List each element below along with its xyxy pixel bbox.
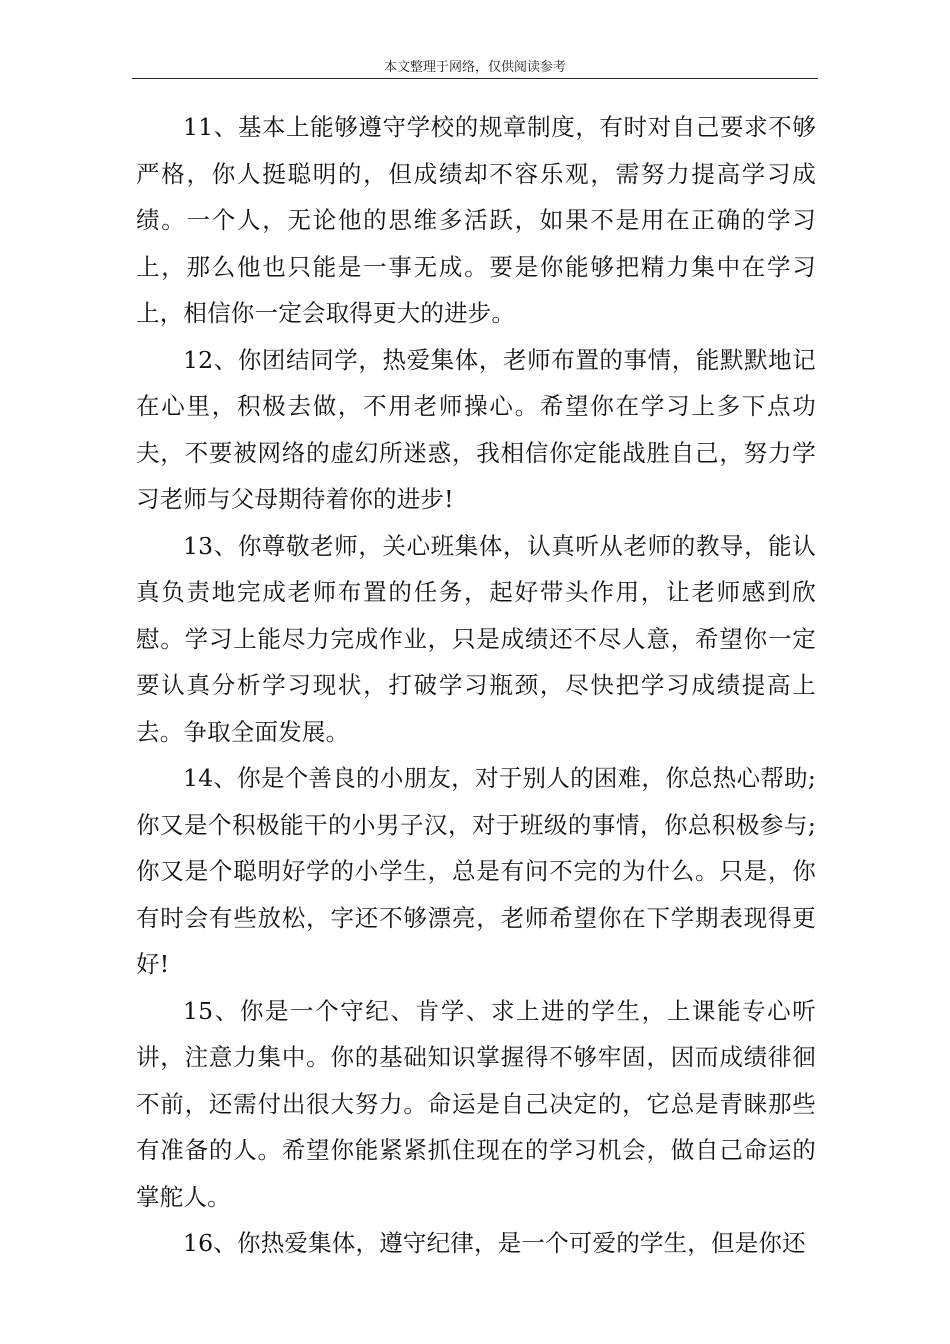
paragraph-14: 14、你是个善良的小朋友，对于别人的困难，你总热心帮助;你又是个积极能干的小男子汉，对于班级的事情，你总积极参与;你又是个聪明好学的小学生，总是有问不完的为什么。只是，你有时会有些放松，字还不够漂亮，老师希望你在下学期表现得更好!	[136, 764, 816, 978]
document-body	[136, 104, 816, 1267]
page-header: 本文整理于网络，仅供阅读参考	[383, 60, 566, 75]
paragraph-13: 13、你尊敬老师，关心班集体，认真听从老师的教导，能认真负责地完成老师布置的任务，起好带头作用，让老师感到欣慰。学习上能尽力完成作业，只是成绩还不尽人意，希望你一定要认真分析学习现状，打破学习瓶颈，尽快把学习成绩提高上去。争取全面发展。	[136, 531, 816, 746]
paragraph-12: 12、你团结同学，热爱集体，老师布置的事情，能默默地记在心里，积极去做，不用老师操心。希望你在学习上多下点功夫，不要被网络的虚幻所迷惑，我相信你定能战胜自己，努力学习老师与父母期待着你的进步!	[136, 345, 816, 513]
paragraph-15: 15、你是一个守纪、肯学、求上进的学生，上课能专心听讲，注意力集中。你的基础知识掌握得不够牢固，因而成绩徘徊不前，还需付出很大努力。命运是自己决定的，它总是青睐那些有准备的人。希望你能紧紧抓住现在的学习机会，做自己命运的掌舵人。	[136, 996, 816, 1211]
header-divider	[132, 78, 818, 79]
paragraph-16: 16、你热爱集体，遵守纪律，是一个可爱的学生，但是你还	[183, 1229, 806, 1257]
paragraph-11: 11、基本上能够遵守学校的规章制度，有时对自己要求不够严格，你人挺聪明的，但成绩却不容乐观，需努力提高学习成绩。一个人，无论他的思维多活跃，如果不是用在正确的学习上，那么他也只能是一事无成。要是你能够把精力集中在学习上，相信你一定会取得更大的进步。	[136, 113, 816, 327]
